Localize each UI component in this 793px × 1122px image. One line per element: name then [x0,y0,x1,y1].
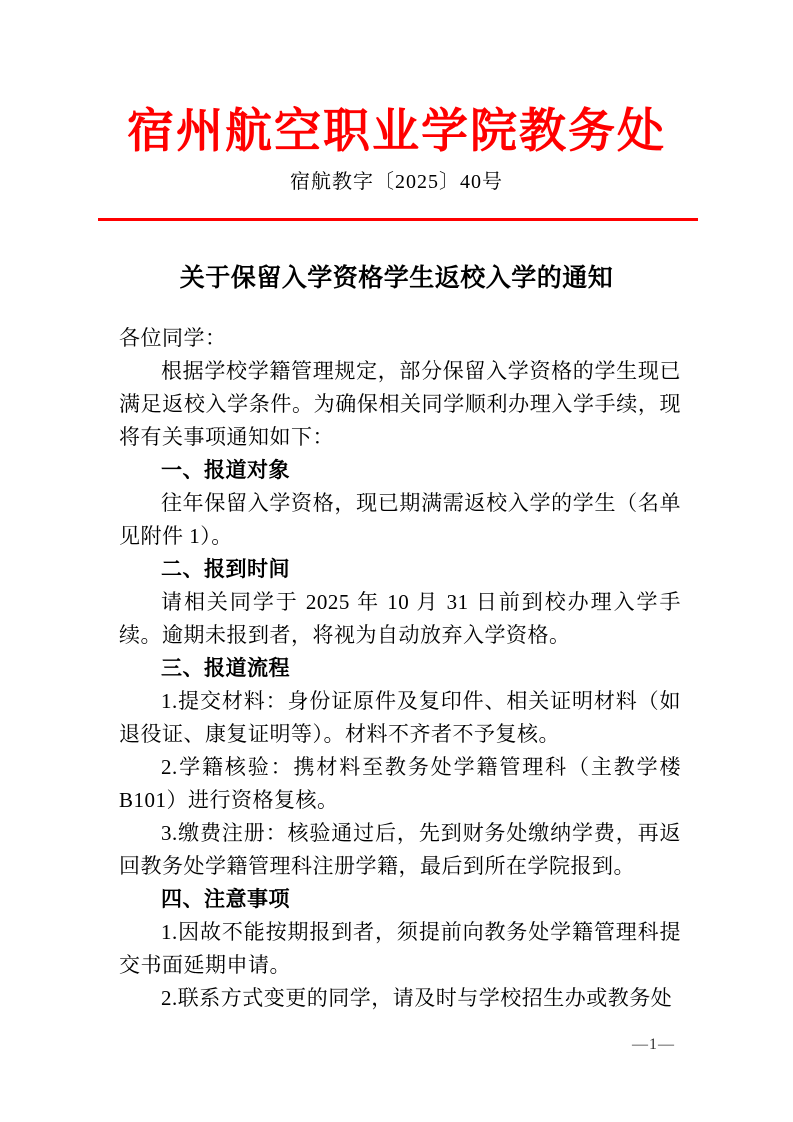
document-number: 宿航教字〔2025〕40号 [290,171,503,193]
section-heading: 二、报到时间 [161,557,290,581]
section-heading: 一、报道对象 [161,458,290,482]
document-body [119,322,681,1015]
letterhead-org-title: 宿州航空职业学院教务处 [127,106,666,158]
notice-title: 关于保留入学资格学生返校入学的通知 [179,265,614,292]
section-heading: 四、注意事项 [161,887,290,911]
body-paragraph: 2.学籍核验：携材料至教务处学籍管理科（主教学楼B101）进行资格复核。 [119,755,681,812]
letterhead-red-rule [98,218,698,221]
body-paragraph: 往年保留入学资格，现已期满需返校入学的学生（名单见附件 1）。 [119,491,681,548]
section-heading: 三、报道流程 [161,656,290,680]
body-paragraph: 1.提交材料：身份证原件及复印件、相关证明材料（如退役证、康复证明等）。材料不齐者不予复核。 [119,689,681,746]
salutation: 各位同学： [119,326,227,350]
body-paragraph: 1.因故不能按期报到者，须提前向教务处学籍管理科提交书面延期申请。 [119,920,681,977]
body-paragraph: 请相关同学于 2025 年 10 月 31 日前到校办理入学手续。逾期未报到者，将视为自动放弃入学资格。 [119,590,681,647]
body-paragraph: 根据学校学籍管理规定，部分保留入学资格的学生现已满足返校入学条件。为确保相关同学顺利办理入学手续，现将有关事项通知如下： [119,359,681,449]
body-paragraph: 3.缴费注册：核验通过后，先到财务处缴纳学费，再返回教务处学籍管理科注册学籍，最后到所在学院报到。 [119,821,681,878]
page-number: —1— [632,1036,675,1053]
body-paragraph: 2.联系方式变更的同学，请及时与学校招生办或教务处 [161,986,673,1010]
